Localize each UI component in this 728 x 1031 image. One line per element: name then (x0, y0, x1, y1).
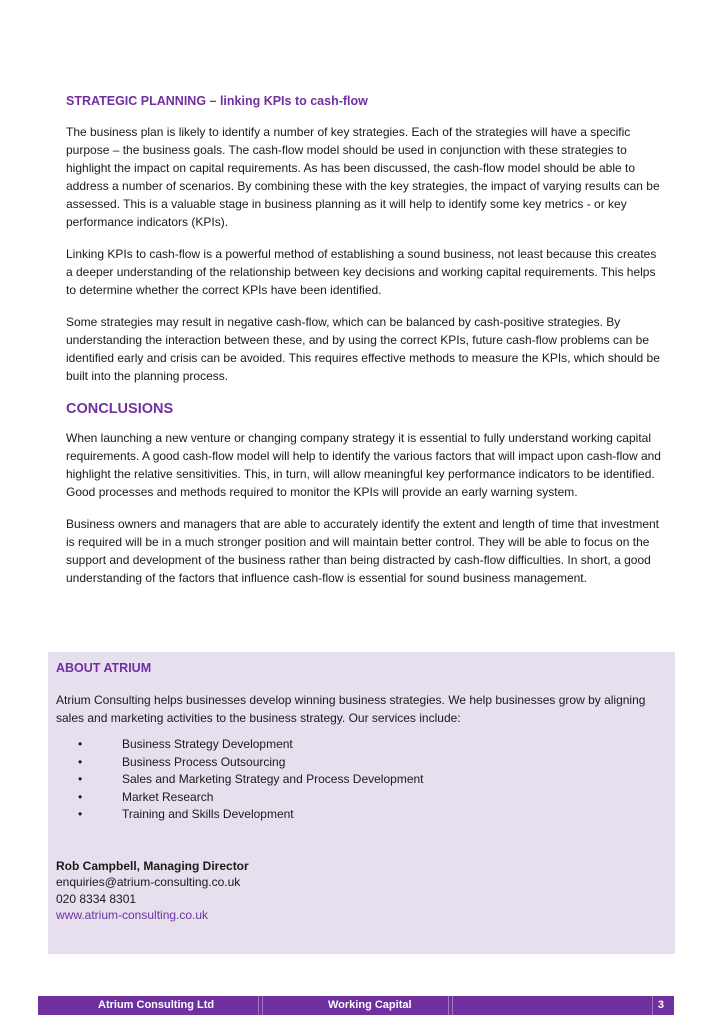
service-label: Business Process Outsourcing (122, 754, 286, 769)
about-intro: Atrium Consulting helps businesses develop winning business strategies. We help businesses grow by aligning sales and marketing activities to the business strategy. Our services include: (56, 693, 646, 725)
service-label: Sales and Marketing Strategy and Process Development (122, 772, 424, 786)
footer-company: Atrium Consulting Ltd (98, 999, 215, 1011)
services-list (56, 736, 667, 824)
footer-divider (452, 996, 453, 1015)
section-heading-conclusions: CONCLUSIONS (66, 401, 174, 417)
bullet-icon: • (78, 807, 83, 821)
list-item (56, 771, 667, 789)
footer-divider (262, 996, 263, 1015)
service-label: Training and Skills Development (122, 807, 294, 821)
service-label: Business Strategy Development (122, 737, 293, 751)
bullet-icon: • (78, 754, 83, 769)
about-heading: ABOUT ATRIUM (56, 661, 152, 675)
website-link[interactable]: www.atrium-consulting.co.uk (56, 908, 209, 922)
contact-phone: 020 8334 8301 (56, 891, 137, 906)
contact-email[interactable]: enquiries@atrium-consulting.co.uk (56, 875, 241, 889)
bullet-icon: • (78, 772, 83, 786)
paragraph: Linking KPIs to cash-flow is a powerful method of establishing a sound business, not least because this creates a deeper understanding of the relationship between key decisions and working capital requirements. This helps to determine whether the correct KPIs have been identified. (66, 247, 657, 297)
bullet-icon: • (78, 789, 83, 804)
footer-divider (652, 996, 653, 1015)
page-footer (38, 996, 674, 1015)
service-label: Market Research (122, 789, 214, 804)
list-item (56, 789, 667, 807)
main-content (66, 92, 666, 601)
paragraph: Some strategies may result in negative cash-flow, which can be balanced by cash-positive strategies. By understanding the interaction between these, and by using the correct KPIs, future cash-flow problems can be identified early and crisis can be avoided. This requires effective methods to measure the KPIs, which should be built into the planning process. (66, 315, 660, 383)
footer-document-title: Working Capital (328, 999, 412, 1011)
list-item (56, 806, 667, 824)
about-atrium-box (48, 652, 675, 954)
section-heading-strategic-planning: STRATEGIC PLANNING – linking KPIs to cash-flow (66, 94, 368, 108)
list-item (56, 736, 667, 754)
footer-divider (258, 996, 259, 1015)
footer-divider (448, 996, 449, 1015)
paragraph: Business owners and managers that are able to accurately identify the extent and length of time that investment is required will be in a much stronger position and will maintain better control. They will be able to focus on the support and development of the business rather than being distracted by cash-flow difficulties. In short, a good understanding of the factors that influence cash-flow is essential for sound business management. (66, 517, 660, 585)
contact-name: Rob Campbell, Managing Director (56, 858, 249, 873)
paragraph: The business plan is likely to identify a number of key strategies. Each of the strategies will have a specific purpose – the business goals. The cash-flow model should be used in conjunction with these strategies to highlight the impact on capital requirements. As has been discussed, the cash-flow model should be able to address a number of scenarios. By combining these with the key strategies, the impact of varying results can be assessed. This is a valuable stage in business planning as it will help to identify some key metrics - or key performance indicators (KPIs). (66, 125, 660, 229)
page-number: 3 (657, 999, 664, 1011)
bullet-icon: • (78, 737, 83, 751)
list-item (56, 754, 667, 772)
paragraph: When launching a new venture or changing company strategy it is essential to fully understand working capital requirements. A good cash-flow model will help to identify the various factors that will impact upon cash-flow and highlight the relative sensitivities. This, in turn, will allow meaningful key performance indicators to be identified. Good processes and methods required to monitor the KPIs will provide an early warning system. (66, 431, 661, 499)
